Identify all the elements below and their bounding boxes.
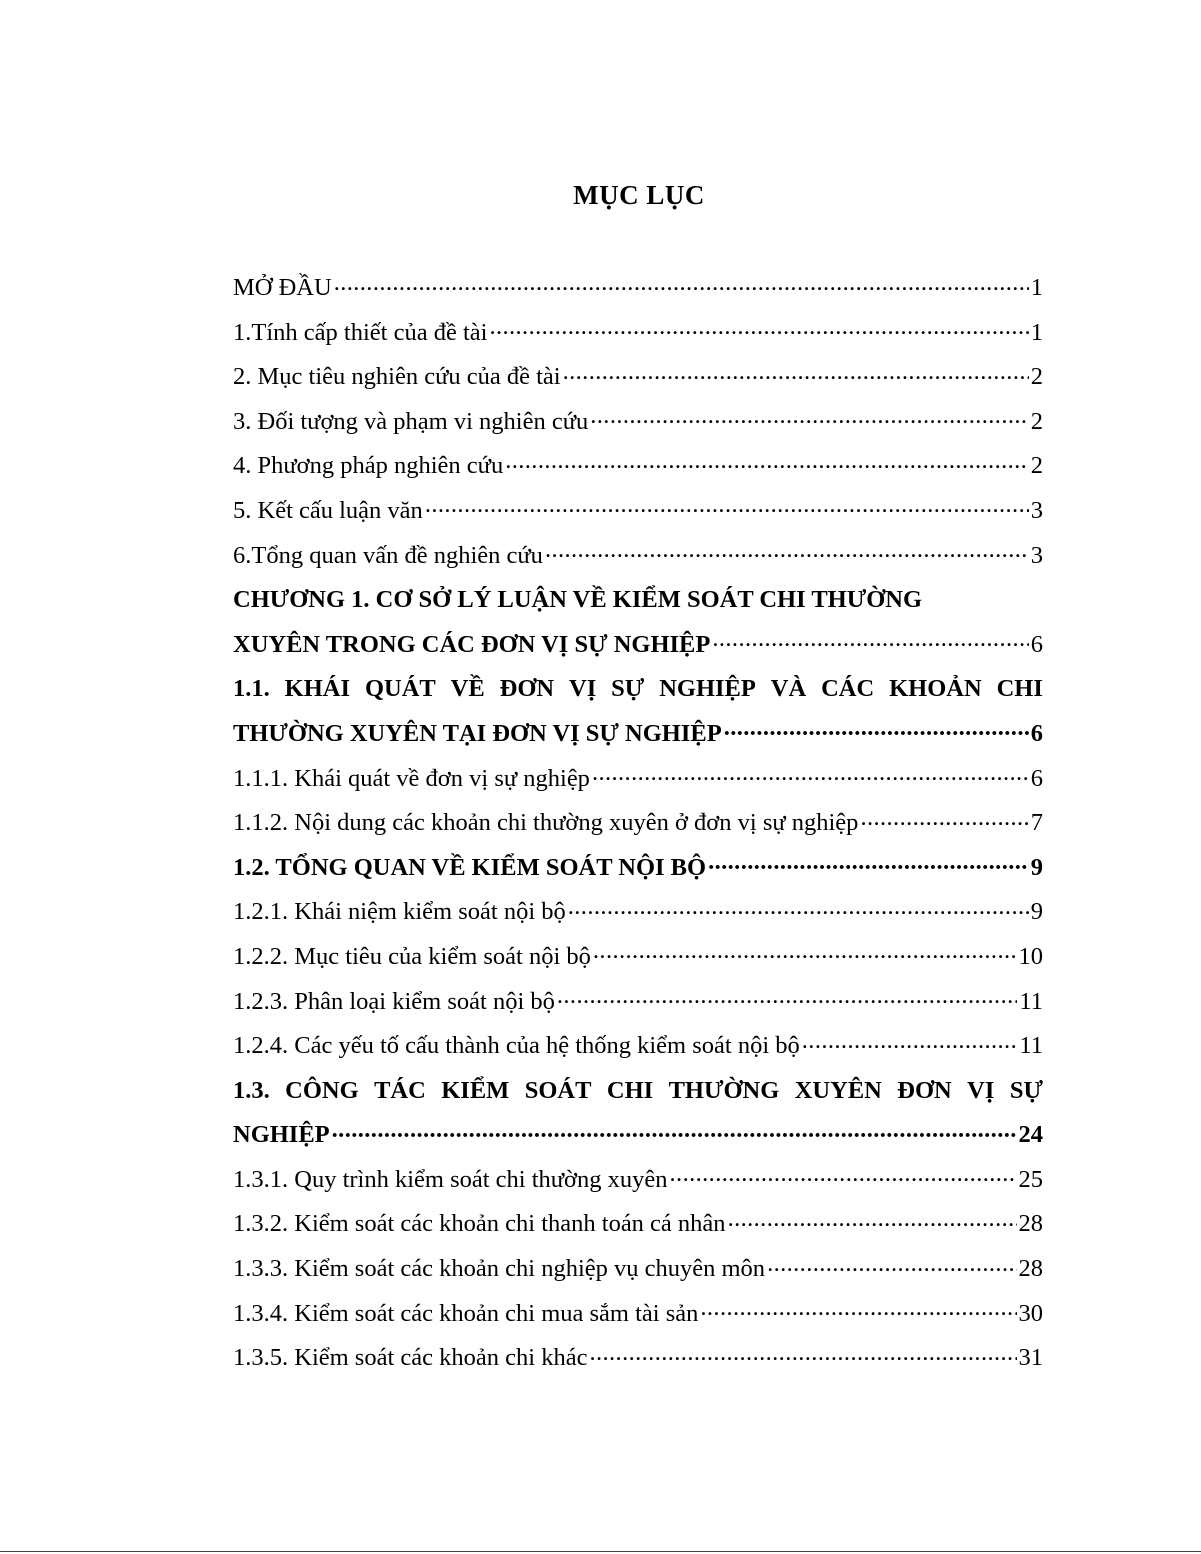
- heading-word: VỀ: [450, 675, 485, 703]
- toc-entry-text: 1.3.4. Kiểm soát các khoản chi mua sắm tài sản: [233, 1299, 699, 1327]
- toc-entry-text: 1.3.3. Kiểm soát các khoản chi nghiệp vụ chuyên môn: [233, 1255, 766, 1283]
- toc-entry-text: 1.3.1. Quy trình kiểm soát chi thường xuyên: [233, 1165, 668, 1193]
- toc-entry-section[interactable]: [233, 712, 1043, 757]
- toc-entry[interactable]: [233, 980, 1043, 1025]
- toc-entry-page: 1: [1030, 318, 1043, 346]
- heading-word: KIỂM: [441, 1076, 510, 1104]
- toc-entry-page: 24: [1018, 1121, 1043, 1149]
- toc-entry-text: THƯỜNG XUYÊN TẠI ĐƠN VỊ SỰ NGHIỆP: [233, 719, 722, 747]
- heading-word: CHI: [606, 1076, 654, 1104]
- toc-entry[interactable]: [233, 1292, 1043, 1337]
- dot-leader: [590, 404, 1029, 429]
- toc-entry[interactable]: [233, 444, 1043, 489]
- toc-entry-text: 1.1.2. Nội dung các khoản chi thường xuyên ở đơn vị sự nghiệp: [233, 809, 859, 837]
- toc-entry[interactable]: [233, 1247, 1043, 1292]
- dot-leader: [589, 1341, 1016, 1366]
- toc-entry[interactable]: [233, 757, 1043, 802]
- toc-entry-page: 25: [1018, 1165, 1043, 1193]
- dot-leader: [860, 806, 1028, 831]
- dot-leader: [505, 449, 1029, 474]
- toc-entry-text: MỞ ĐẦU: [233, 274, 332, 301]
- dot-leader: [489, 315, 1028, 340]
- toc-entry-text: 1.3.5. Kiểm soát các khoản chi khác: [233, 1344, 588, 1372]
- toc-entry[interactable]: [233, 266, 1043, 311]
- toc-entry-page: 6: [1030, 719, 1043, 747]
- toc-entry-text: NGHIỆP: [233, 1121, 330, 1149]
- toc-entry[interactable]: [233, 801, 1043, 846]
- table-of-contents: [233, 266, 1043, 1381]
- toc-entry-page: 9: [1030, 898, 1043, 926]
- heading-word: CÁC: [821, 675, 875, 703]
- toc-title: MỤC LỤC: [573, 180, 705, 210]
- toc-entry[interactable]: [233, 1024, 1043, 1069]
- dot-leader: [568, 895, 1029, 920]
- toc-entry-page: 28: [1018, 1210, 1043, 1238]
- toc-entry-text: 4. Phương pháp nghiên cứu: [233, 452, 504, 480]
- toc-entry-text: 1.2.2. Mục tiêu của kiểm soát nội bộ: [233, 942, 591, 970]
- toc-entry-page: 9: [1030, 853, 1043, 881]
- heading-word: ĐƠN: [897, 1076, 952, 1104]
- toc-entry-text: 1.2.3. Phân loại kiểm soát nội bộ: [233, 987, 555, 1015]
- dot-leader: [563, 360, 1029, 385]
- toc-entry[interactable]: [233, 1336, 1043, 1381]
- heading-word: XUYÊN: [794, 1076, 882, 1104]
- toc-entry-page: 7: [1030, 809, 1043, 837]
- toc-entry-section[interactable]: [233, 1113, 1043, 1158]
- heading-word: SỰ: [611, 675, 645, 703]
- toc-entry-text: 1.2. TỔNG QUAN VỀ KIỂM SOÁT NỘI BỘ: [233, 853, 707, 881]
- dot-leader: [802, 1029, 1018, 1054]
- toc-entry-page: 30: [1018, 1299, 1043, 1327]
- toc-entry[interactable]: [233, 489, 1043, 534]
- toc-entry-text: 2. Mục tiêu nghiên cứu của đề tài: [233, 363, 561, 391]
- toc-heading-line-justified: [233, 1069, 1043, 1114]
- heading-word: 1.3.: [233, 1076, 270, 1104]
- dot-leader: [557, 984, 1018, 1009]
- dot-leader: [545, 538, 1029, 563]
- toc-entry-page: 11: [1019, 987, 1043, 1015]
- dot-leader: [332, 1118, 1017, 1143]
- toc-entry-text: 1.Tính cấp thiết của đề tài: [233, 318, 488, 346]
- dot-leader: [593, 939, 1017, 964]
- toc-entry-text: 3. Đối tượng và phạm vi nghiên cứu: [233, 407, 589, 435]
- heading-word: QUÁT: [364, 675, 436, 703]
- dot-leader: [592, 761, 1029, 786]
- toc-entry-text: XUYÊN TRONG CÁC ĐƠN VỊ SỰ NGHIỆP: [233, 630, 711, 658]
- dot-leader: [334, 271, 1029, 296]
- toc-heading-line: CHƯƠNG 1. CƠ SỞ LÝ LUẬN VỀ KIỂM SOÁT CHI THƯỜNG: [233, 586, 923, 614]
- toc-entry[interactable]: [233, 400, 1043, 445]
- toc-entry-page: 1: [1030, 274, 1043, 301]
- toc-entry-text: 6.Tổng quan vấn đề nghiên cứu: [233, 541, 543, 569]
- toc-entry[interactable]: [233, 890, 1043, 935]
- toc-entry-page: 6: [1030, 764, 1043, 792]
- heading-word: VỊ: [967, 1076, 995, 1104]
- dot-leader: [767, 1252, 1016, 1277]
- heading-word: KHOẢN: [889, 675, 982, 703]
- heading-word: CHI: [996, 675, 1043, 703]
- dot-leader: [708, 850, 1029, 875]
- toc-entry-page: 28: [1018, 1255, 1043, 1283]
- toc-entry-section[interactable]: [233, 846, 1043, 891]
- toc-entry[interactable]: [233, 1158, 1043, 1203]
- heading-word: VÀ: [770, 675, 807, 703]
- toc-entry[interactable]: [233, 534, 1043, 579]
- toc-entry-page: 31: [1018, 1344, 1043, 1372]
- toc-entry-text: 1.2.4. Các yếu tố cấu thành của hệ thống kiểm soát nội bộ: [233, 1032, 800, 1060]
- toc-entry-page: 6: [1030, 630, 1043, 658]
- heading-word: TÁC: [374, 1076, 426, 1104]
- toc-entry-page: 3: [1030, 496, 1043, 524]
- heading-word: 1.1.: [233, 675, 270, 703]
- toc-entry-page: 10: [1018, 942, 1043, 970]
- toc-entry[interactable]: [233, 1202, 1043, 1247]
- toc-entry-chapter[interactable]: [233, 623, 1043, 668]
- heading-word: SỰ: [1009, 1076, 1043, 1104]
- toc-entry-page: 3: [1030, 541, 1043, 569]
- bottom-rule: [0, 1551, 1201, 1552]
- toc-entry-page: 2: [1030, 363, 1043, 391]
- toc-entry-text: 1.1.1. Khái quát về đơn vị sự nghiệp: [233, 764, 590, 792]
- heading-word: SOÁT: [524, 1076, 592, 1104]
- toc-entry-page: 2: [1030, 407, 1043, 435]
- dot-leader: [712, 627, 1028, 652]
- heading-word: THƯỜNG: [668, 1076, 780, 1104]
- heading-word: VỊ: [569, 675, 597, 703]
- heading-word: CÔNG: [285, 1076, 359, 1104]
- toc-entry-page: 11: [1019, 1032, 1043, 1060]
- toc-entry-text: 1.3.2. Kiểm soát các khoản chi thanh toán cá nhân: [233, 1210, 726, 1238]
- toc-entry-page: 2: [1030, 452, 1043, 480]
- heading-word: NGHIỆP: [659, 675, 756, 703]
- dot-leader: [425, 493, 1029, 518]
- dot-leader: [670, 1162, 1017, 1187]
- heading-word: KHÁI: [284, 675, 351, 703]
- toc-entry[interactable]: [233, 311, 1043, 356]
- dot-leader: [724, 716, 1029, 741]
- toc-entry[interactable]: [233, 355, 1043, 400]
- heading-word: ĐƠN: [499, 675, 555, 703]
- dot-leader: [728, 1207, 1017, 1232]
- dot-leader: [700, 1296, 1016, 1321]
- toc-heading-line-justified: [233, 667, 1043, 712]
- toc-entry-text: 5. Kết cấu luận văn: [233, 496, 423, 524]
- toc-entry[interactable]: [233, 935, 1043, 980]
- toc-entry-text: 1.2.1. Khái niệm kiểm soát nội bộ: [233, 898, 566, 926]
